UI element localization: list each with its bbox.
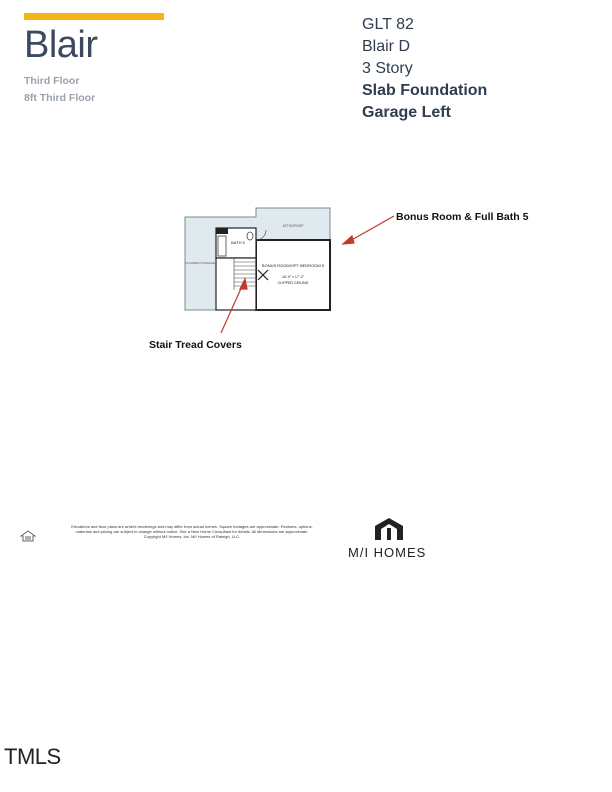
attic-label: ATTIC/ROOF (282, 224, 304, 228)
mi-homes-logo-icon (371, 516, 407, 542)
bonus-room-label: BONUS ROOM/OPT BEDROOM 5 (261, 263, 325, 268)
bonus-arrow-line (348, 216, 394, 242)
stair-tread-callout: Stair Tread Covers (149, 339, 242, 351)
lot-number: GLT 82 (362, 16, 414, 33)
bonus-room-ceiling: CLIPPED CEILING (277, 281, 309, 285)
vanity (216, 228, 228, 234)
bonus-room-size: 16'-0" x 17'-2" (281, 275, 305, 279)
foundation-type: Slab Foundation (362, 82, 488, 99)
tmls-watermark: TMLS (4, 744, 61, 769)
model-name: Blair D (362, 38, 411, 55)
floor-label: Third Floor (24, 75, 80, 87)
page-title: Blair (24, 24, 98, 66)
storage-label: FLOORED STORAGE (185, 261, 215, 265)
story-count: 3 Story (362, 60, 413, 77)
bonus-arrow-head (343, 236, 354, 244)
equal-housing-icon (20, 530, 36, 542)
bath-label: BATH 5 (231, 240, 245, 245)
legal-disclaimer: Elevations and floor plans are artist's renderings and may differ from actual homes. Square footages are approximate. Features, options, materials and pricing are subject to change without notice. See a New Home Consultant for details. All dimensions are approximate. Copyright M/I Homes, Inc. M/I Homes of Raleigh, LLC. (71, 524, 313, 540)
garage-orientation: Garage Left (362, 104, 451, 121)
ceiling-height-label: 8ft Third Floor (24, 92, 96, 104)
bonus-room-callout: Bonus Room & Full Bath 5 (396, 211, 529, 223)
brand-name: M/I HOMES (348, 545, 427, 560)
